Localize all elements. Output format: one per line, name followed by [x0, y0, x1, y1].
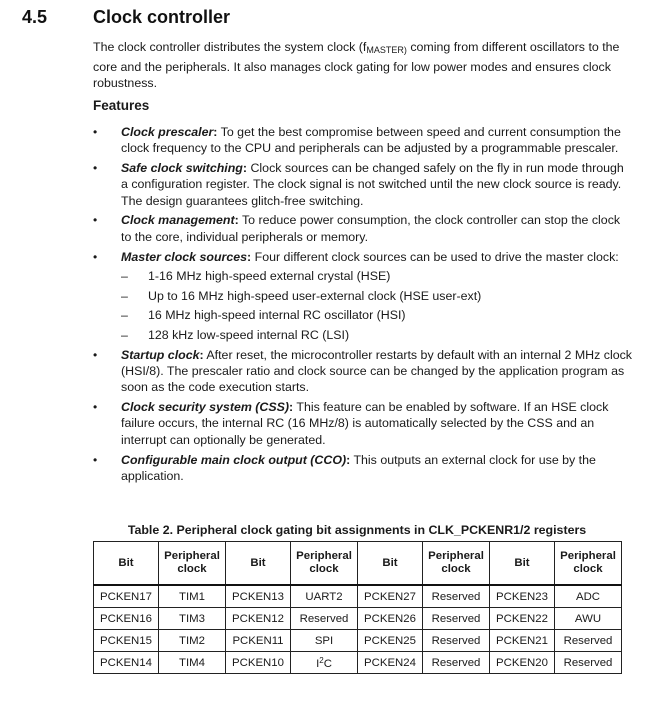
feature-text: This feature can be enabled by software. If an HSE clock failure occurs, the internal RC (16 MHz/8) is automatically selected by the CSS and an interrupt can optionally be generated. [121, 400, 609, 447]
feature-sep: : [247, 249, 252, 264]
sub-item-text: Up to 16 MHz high-speed user-external clock (HSE user-ext) [148, 288, 482, 303]
clock-sources-list [121, 268, 633, 343]
table-caption: Table 2. Peripheral clock gating bit assignments in CLK_PCKENR1/2 registers [127, 523, 587, 537]
table-cell: Reserved [291, 608, 358, 630]
table-row [94, 630, 622, 652]
feature-text: To get the best compromise between speed and current consumption the clock frequency to the CPU and peripherals can be adjusted by a programmable prescaler. [121, 125, 621, 156]
table-cell: AWU [555, 608, 622, 630]
table-cell: TIM3 [159, 608, 226, 630]
feature-sep: : [242, 161, 248, 176]
table-cell: PCKEN23 [490, 585, 555, 608]
table-cell: PCKEN16 [94, 608, 159, 630]
header-cell: Peripheral clock [555, 542, 622, 586]
sub-item-text: 16 MHz high-speed internal RC oscillator (HSI) [148, 308, 406, 323]
feature-term: Safe clock switching [121, 161, 243, 176]
bullet-icon: • [93, 452, 98, 467]
sub-item [93, 307, 633, 323]
table-cell: PCKEN10 [226, 652, 291, 674]
table-cell: PCKEN15 [94, 630, 159, 652]
i2c-suffix: C [323, 657, 332, 670]
feature-text: To reduce power consumption, the clock controller can stop the clock to the core, individual peripherals or memory. [121, 213, 621, 244]
i2c-cell [291, 652, 358, 674]
table-cell: PCKEN21 [490, 630, 555, 652]
table-header-row [94, 542, 622, 586]
section-title: Clock controller [93, 7, 231, 27]
table-cell: PCKEN25 [358, 630, 423, 652]
sub-item [93, 268, 633, 284]
table-cell: PCKEN22 [490, 608, 555, 630]
table-cell: TIM1 [159, 585, 226, 608]
sub-item [93, 327, 633, 343]
table-cell: SPI [291, 630, 358, 652]
header-cell: Bit [94, 542, 159, 586]
feature-item [93, 160, 633, 209]
table-cell: PCKEN13 [226, 585, 291, 608]
header-cell: Peripheral clock [159, 542, 226, 586]
header-cell: Bit [358, 542, 423, 586]
table-cell: Reserved [423, 585, 490, 608]
table-cell: TIM4 [159, 652, 226, 674]
f-master-subscript: MASTER) [366, 45, 407, 55]
table-cell: PCKEN27 [358, 585, 423, 608]
feature-item [93, 399, 633, 448]
bullet-icon: • [93, 125, 98, 139]
dash-icon: – [121, 327, 128, 342]
dash-icon: – [121, 308, 128, 323]
table-row [94, 585, 622, 608]
clock-gating-table [93, 541, 622, 674]
feature-text: After reset, the microcontroller restarts by default with an internal 2 MHz clock (HSI/8). The prescaler ratio and clock source can be changed by the application program as soon as the code execution starts. [121, 347, 632, 395]
table-cell: PCKEN26 [358, 608, 423, 630]
feature-term: Clock security system (CSS) [121, 400, 290, 415]
bullet-icon: • [93, 347, 98, 362]
sub-item-text: 128 kHz low-speed internal RC (LSI) [148, 327, 350, 342]
feature-sep: : [346, 452, 351, 467]
feature-sep: : [234, 213, 239, 228]
header-cell: Bit [490, 542, 555, 586]
feature-text: Clock sources can be changed safely on the fly in run mode through a configuration register. The clock signal is not switched until the new clock source is ready. The design guarantees glitch-free switching. [121, 161, 624, 208]
feature-sep: : [289, 400, 294, 415]
bullet-icon: • [93, 249, 98, 264]
bullet-icon: • [93, 400, 98, 415]
table-cell: PCKEN11 [226, 630, 291, 652]
table-cell: PCKEN12 [226, 608, 291, 630]
table-cell: Reserved [423, 608, 490, 630]
intro-text-start: The clock controller distributes the system clock (f [93, 40, 367, 54]
features-heading: Features [93, 98, 150, 113]
feature-item [93, 212, 633, 245]
i2c-superscript: 2 [319, 655, 324, 665]
table-cell: ADC [555, 585, 622, 608]
feature-text: This outputs an external clock for use by the application. [121, 452, 596, 483]
table-cell: PCKEN24 [358, 652, 423, 674]
i2c-prefix: I [316, 657, 320, 670]
feature-item [93, 124, 633, 157]
table-cell: Reserved [423, 652, 490, 674]
feature-item [93, 347, 633, 396]
dash-icon: – [121, 288, 128, 303]
bullet-icon: • [93, 213, 98, 228]
sub-item [93, 288, 633, 304]
header-cell: Bit [226, 542, 291, 586]
feature-text: Four different clock sources can be used to drive the master clock: [251, 249, 619, 264]
table-cell: PCKEN14 [94, 652, 159, 674]
intro-paragraph [93, 39, 633, 92]
table-cell: Reserved [423, 630, 490, 652]
table-cell: TIM2 [159, 630, 226, 652]
table-row [94, 652, 622, 674]
feature-term: Startup clock [121, 347, 200, 362]
table-cell: UART2 [291, 585, 358, 608]
feature-item [93, 249, 633, 344]
table-cell: PCKEN20 [490, 652, 555, 674]
feature-term: Clock management [121, 213, 235, 228]
dash-icon: – [121, 268, 128, 283]
section-number: 4.5 [22, 7, 48, 27]
table-cell: Reserved [555, 652, 622, 674]
feature-term: Configurable main clock output (CCO) [121, 452, 347, 467]
bullet-icon: • [93, 161, 98, 176]
feature-sep: : [213, 125, 218, 139]
table-cell: PCKEN17 [94, 585, 159, 608]
intro-text-end: coming from different oscillators to the core and the peripherals. It also manages clock gating for low power modes and ensures clock robustness. [93, 40, 620, 90]
table-row [94, 608, 622, 630]
feature-sep: : [199, 347, 204, 362]
header-cell: Peripheral clock [423, 542, 490, 586]
header-cell: Peripheral clock [291, 542, 358, 586]
feature-term: Master clock sources [121, 249, 248, 264]
features-list [93, 124, 633, 488]
feature-term: Clock prescaler [121, 125, 214, 139]
table-cell: Reserved [555, 630, 622, 652]
sub-item-text: 1-16 MHz high-speed external crystal (HSE) [148, 268, 391, 283]
feature-item [93, 452, 633, 485]
